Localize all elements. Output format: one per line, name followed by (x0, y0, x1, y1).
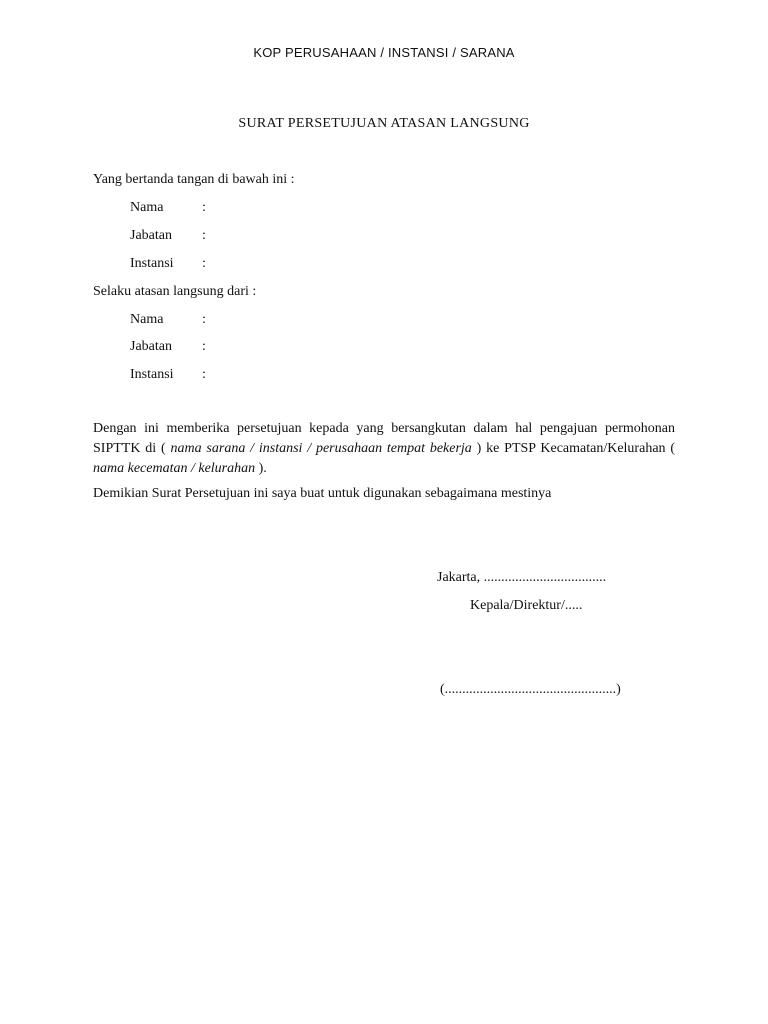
approval-paragraph (93, 419, 675, 479)
subordinate-institution-label: Instansi (130, 367, 174, 382)
signer-position-colon: : (202, 228, 206, 243)
signer-position-label: Jabatan (130, 228, 172, 243)
workplace-placeholder: nama sarana / instansi / perusahaan tempat bekerja (170, 441, 472, 456)
signer-name-label: Nama (130, 200, 164, 215)
subordinate-name-label: Nama (130, 312, 164, 327)
signer-name-colon: : (202, 200, 206, 215)
approval-text-part1: Dengan ini memberika persetujuan kepada yang bersangkutan dalam hal pengajuan permohonan SIPTTK di ( (93, 421, 675, 456)
subordinate-name-colon: : (202, 312, 206, 327)
signer-institution-label: Instansi (130, 256, 174, 271)
approval-text-part3: ). (255, 461, 267, 476)
approval-text-part2: ) ke PTSP Kecamatan/Kelurahan ( (471, 441, 676, 456)
signature-name-placeholder: (.................................................) (440, 682, 621, 697)
subordinate-institution-colon: : (202, 367, 206, 382)
signer-position-title: Kepala/Direktur/..... (470, 598, 583, 613)
subordinate-intro: Selaku atasan langsung dari : (93, 284, 257, 299)
place-date-line: Jakarta, ................................... (437, 570, 607, 585)
closing-statement: Demikian Surat Persetujuan ini saya buat untuk digunakan sebagaimana mestinya (93, 486, 552, 501)
subordinate-position-label: Jabatan (130, 339, 172, 354)
subordinate-position-colon: : (202, 339, 206, 354)
letterhead: KOP PERUSAHAAN / INSTANSI / SARANA (253, 45, 515, 60)
signer-institution-colon: : (202, 256, 206, 271)
document-title: SURAT PERSETUJUAN ATASAN LANGSUNG (238, 116, 530, 131)
district-placeholder: nama kecematan / kelurahan (93, 461, 256, 476)
signer-intro: Yang bertanda tangan di bawah ini : (93, 172, 295, 187)
